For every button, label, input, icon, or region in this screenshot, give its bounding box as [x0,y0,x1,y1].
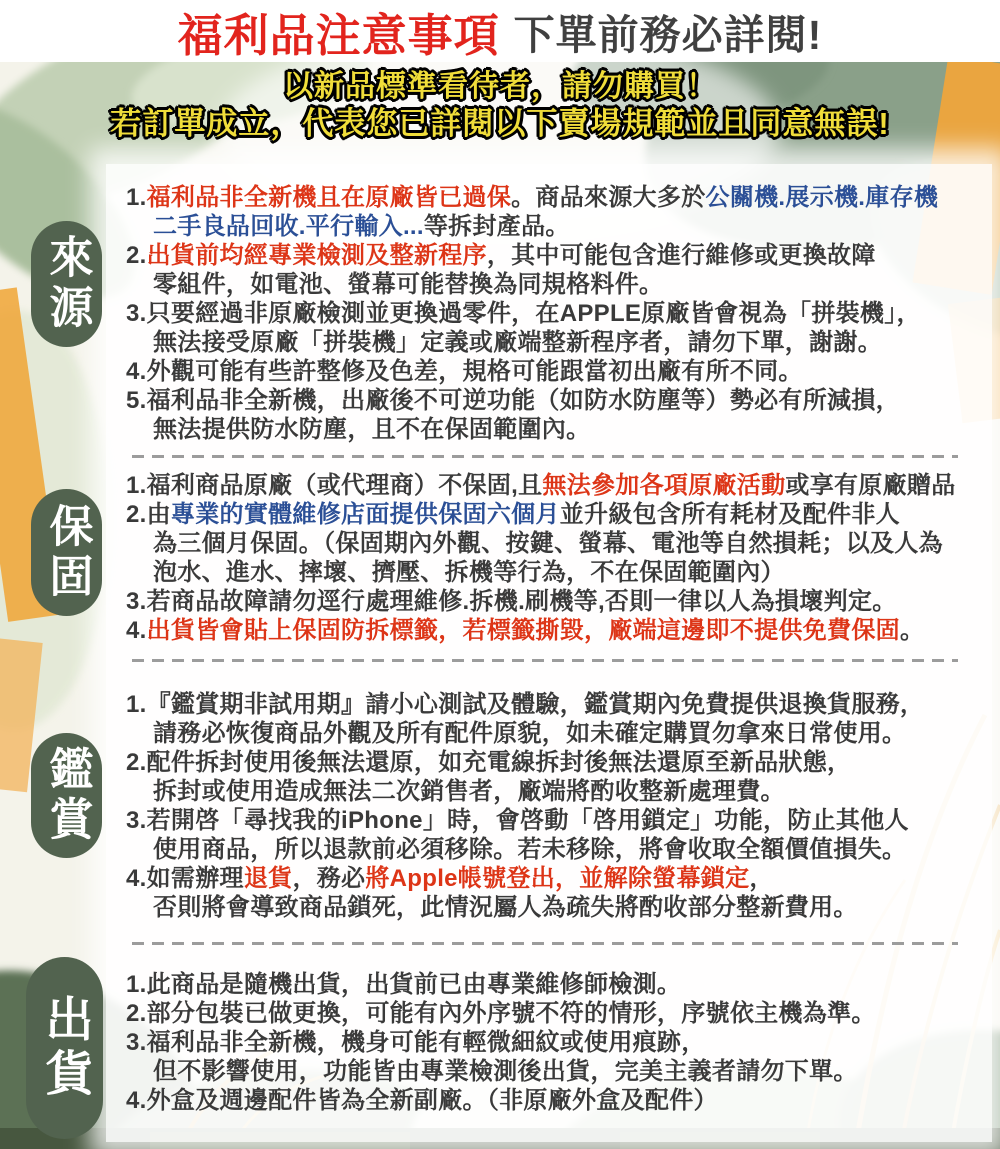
title-banner [0,0,1000,62]
page-title-highlight: 福利品注意事項 [177,9,500,61]
notice-panel [106,164,992,1142]
notice-line: 1.福利商品原廠（或代理商）不保固,且無法參加各項原廠活動或享有原廠贈品 [126,472,956,499]
notice-line: 無法接受原廠「拼裝機」定義或廠端整新程序者，請勿下單，謝謝。 [153,329,882,356]
notice-line: 泡水、進水、摔壞、擠壓、拆機等行為，不在保固範圍內） [153,559,785,586]
notice-line: 1.此商品是隨機出貨，出貨前已由專業維修師檢測。 [126,971,682,998]
notice-line: 4.出貨皆會貼上保固防拆標籤，若標籤撕毀，廠端這邊即不提供免費保固。 [126,617,925,644]
notice-line: 零組件，如電池、螢幕可能替換為同規格料件。 [153,271,664,298]
notice-line: 3.若商品故障請勿逕行處理維修.拆機.刷機等,否則一律以人為損壞判定。 [126,588,897,615]
notice-line: 但不影響使用，功能皆由專業檢測後出貨，完美主義者請勿下單。 [153,1058,858,1085]
dashed-separator [132,455,958,458]
warning-line-1: 以新品標準看待者，請勿購買！ [283,70,717,103]
notice-line: 二手良品回收.平行輸入...等拆封產品。 [153,213,570,240]
section-pill-warranty: 保固 [31,489,102,616]
notice-line: 2.部分包裝已做更換，可能有內外序號不符的情形，序號依主機為準。 [126,1000,876,1027]
notice-line: 4.如需辦理退貨，務必將Apple帳號登出，並解除螢幕鎖定， [126,865,774,892]
notice-line: 4.外盒及週邊配件皆為全新副廠。（非原廠外盒及配件） [126,1087,718,1114]
notice-line: 3.福利品非全新機，機身可能有輕微細紋或使用痕跡， [126,1029,706,1056]
section-pill-appraisal: 鑑賞 [31,733,102,858]
notice-line: 否則將會導致商品鎖死，此情況屬人為疏失將酌收部分整新費用。 [153,894,858,921]
notice-line: 2.出貨前均經專業檢測及整新程序，其中可能包含進行維修或更換故障 [126,242,876,269]
warning-line-2: 若訂單成立，代表您已詳閱以下賣場規範並且同意無誤! [110,106,890,141]
section-appraisal-body [126,690,984,922]
notice-line: 2.由專業的實體維修店面提供保固六個月並升級包含所有耗材及配件非人 [126,501,900,528]
notice-line: 4.外觀可能有些許整修及色差，規格可能跟當初出廠有所不同。 [126,358,803,385]
section-warranty-body [126,471,984,645]
notice-line: 2.配件拆封使用後無法還原，如充電線拆封後無法還原至新品狀態， [126,749,852,776]
notice-line: 3.只要經過非原廠檢測並更換過零件，在APPLE原廠皆會視為「拼裝機」， [126,300,921,327]
notice-line: 請務必恢復商品外觀及所有配件原貌，如未確定購買勿拿來日常使用。 [153,720,907,747]
page-title-rest: 下單前務必詳閱! [513,11,823,58]
section-shipping-body [126,970,984,1115]
notice-line: 拆封或使用造成無法二次銷售者，廠端將酌收整新處理費。 [153,778,785,805]
notice-line: 1.福利品非全新機且在原廠皆已過保。商品來源大多於公關機.展示機.庫存機 [126,184,939,211]
warning-subtitles [0,68,1000,142]
notice-line: 5.福利品非全新機，出廠後不可逆功能（如防水防塵等）勢必有所減損， [126,387,900,414]
section-pill-source: 來源 [31,221,102,347]
notice-line: 3.若開啓「尋找我的iPhone」時，會啓動「啓用鎖定」功能，防止其他人 [126,807,909,834]
section-pill-shipping: 出貨 [26,957,103,1139]
notice-line: 無法提供防水防塵，且不在保固範圍內。 [153,416,591,443]
notice-line: 為三個月保固。（保固期內外觀、按鍵、螢幕、電池等自然損耗；以及人為 [153,530,943,557]
notice-line: 使用商品，所以退款前必須移除。若未移除，將會收取全額價值損失。 [153,836,907,863]
section-source-body [126,183,984,444]
notice-line: 1.『鑑賞期非試用期』請小心測試及體驗，鑑賞期內免費提供退換貨服務， [126,691,925,718]
dashed-separator [132,942,958,945]
dashed-separator [132,659,958,662]
